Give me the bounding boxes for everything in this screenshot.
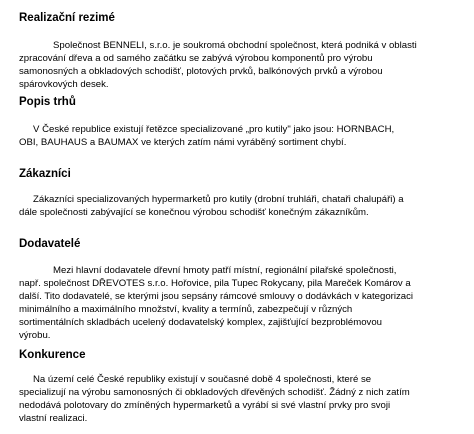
paragraph-line: zpracování dřeva a od samého začátku se zabývá výrobou komponentů pro výrobu: [19, 53, 373, 64]
section-paragraph: [19, 39, 439, 91]
section-konkurence: [19, 348, 439, 425]
paragraph-line: OBI, BAUHAUS a BAUMAX ve kterých zatím námi vyráběný sortiment chybí.: [19, 137, 347, 148]
section-paragraph: [19, 193, 439, 219]
paragraph-line: Mezi hlavní dodavatele dřevní hmoty patří místní, regionální pilařské společnosti,: [53, 265, 397, 276]
section-paragraph: [19, 264, 439, 342]
paragraph-line: sortimentálních skladbách ucelený dodavatelský komplex, zajišťující bezproblémovou: [19, 317, 383, 328]
paragraph-line: Společnost BENNELI, s.r.o. je soukromá obchodní společnost, která podniká v oblasti: [53, 40, 417, 51]
section-popis-trhu: [19, 95, 439, 149]
paragraph-line: Na území celé České republiky existují v současné době 4 společnosti, které se: [33, 374, 372, 385]
section-heading: Dodavatelé: [19, 238, 81, 250]
section-heading: Konkurence: [19, 349, 86, 361]
section-dodavatele: [19, 237, 439, 342]
paragraph-line: Zákazníci specializovaných hypermarketů pro kutily (drobní truhláři, chataři chalupáři) a: [33, 194, 404, 205]
paragraph-line: další. Tito dodavatelé, se kterými jsou sepsány rámcové smlouvy o dodávkách v kategorizaci: [19, 291, 414, 302]
paragraph-line: vlastní realizaci.: [19, 413, 88, 424]
section-heading: Popis trhů: [19, 96, 76, 108]
paragraph-line: výrobu.: [19, 330, 51, 341]
paragraph-line: spárovkových desek.: [19, 79, 109, 90]
paragraph-line: samonosných a obkladových schodišť, plotových prvků, balkónových prvků a výrobou: [19, 66, 383, 77]
section-paragraph: [19, 123, 439, 149]
paragraph-line: nedodává polotovary do zmíněných hypermarketů a vyrábí si své vlastní prvky pro svoji: [19, 400, 391, 411]
section-heading: Realizační rezimé: [19, 12, 115, 24]
section-zakaznici: [19, 167, 439, 219]
paragraph-line: např. společnost DŘEVOTES s.r.o. Hořovice, pila Tupec Rokycany, pila Mareček Komárov a: [19, 278, 411, 289]
section-heading: Zákazníci: [19, 168, 71, 180]
paragraph-line: V České republice existují řetězce specializované „pro kutily" jako jsou: HORNBACH,: [33, 124, 395, 135]
paragraph-line: dále společnosti zabývající se konečnou výrobou schodišť konečným zákazníkům.: [19, 207, 369, 218]
paragraph-line: specializují na výrobu samonosných či obkladových dřevěných schodišť. Žádný z nich zatím: [19, 387, 410, 398]
section-paragraph: [19, 373, 439, 425]
section-realizacni-rezime: [19, 11, 439, 91]
paragraph-line: minimálního a maximálního množství, kvality a termínů, zabezpečují v různých: [19, 304, 353, 315]
